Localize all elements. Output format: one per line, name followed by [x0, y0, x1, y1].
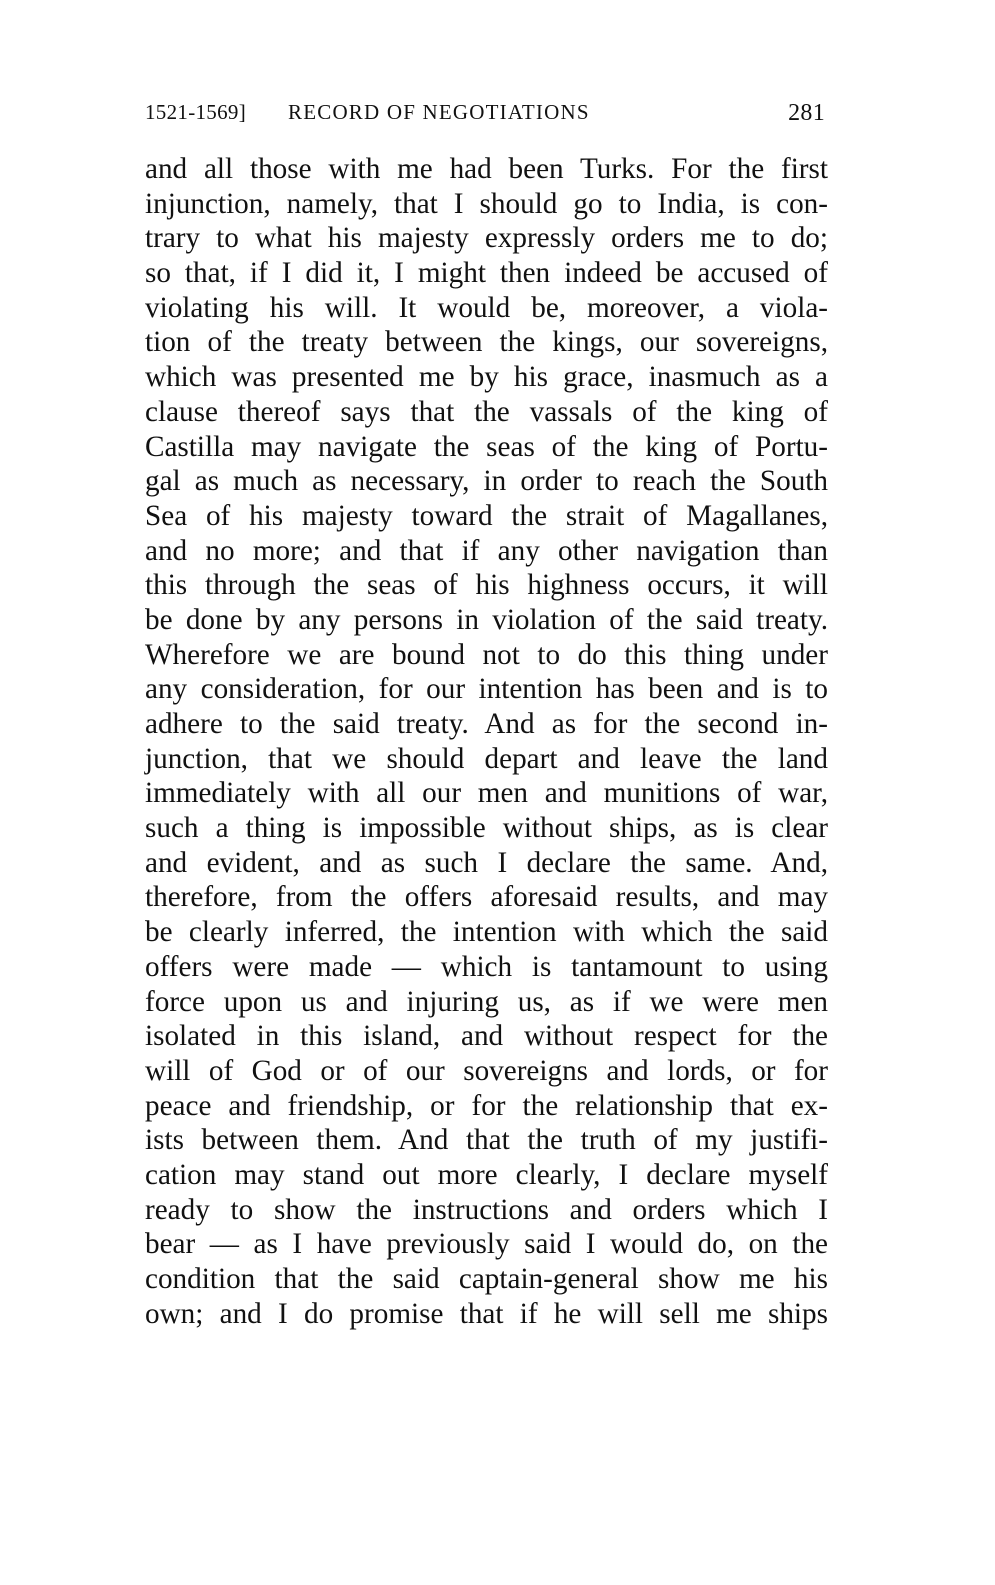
text-line: be clearly inferred, the intention with which the said: [145, 916, 828, 949]
text-line: any consideration, for our intention has been and is to: [145, 673, 828, 706]
text-line: cation may stand out more clearly, I declare myself: [145, 1158, 828, 1191]
text-line: and all those with me had been Turks. For the first: [145, 153, 828, 185]
text-line: Sea of his majesty toward the strait of Magallanes,: [145, 499, 828, 532]
running-head: [145, 100, 825, 132]
text-line: and evident, and as such I declare the same. And,: [145, 846, 828, 879]
chapter-title: RECORD OF NEGOTIATIONS: [288, 100, 590, 124]
text-line: therefore, from the offers aforesaid results, and may: [145, 881, 828, 914]
date-range: 1521-1569]: [145, 100, 246, 124]
text-line: ready to show the instructions and orders which I: [145, 1193, 828, 1226]
text-line: and no more; and that if any other navigation than: [145, 534, 828, 567]
text-line: own; and I do promise that if he will sell me ships: [145, 1297, 828, 1330]
text-line: this through the seas of his highness occurs, it will: [145, 569, 828, 602]
text-line: offers were made — which is tantamount to using: [145, 950, 828, 983]
text-line: injunction, namely, that I should go to India, is con-: [145, 187, 828, 220]
text-line: junction, that we should depart and leave the land: [145, 742, 828, 775]
text-line: will of God or of our sovereigns and lords, or for: [145, 1054, 828, 1087]
text-line: ists between them. And that the truth of my justifi-: [145, 1124, 828, 1157]
page-number: 281: [788, 100, 825, 126]
text-line: Wherefore we are bound not to do this thing under: [145, 638, 828, 671]
text-line: adhere to the said treaty. And as for the second in-: [145, 708, 828, 740]
text-line: which was presented me by his grace, inasmuch as a: [145, 361, 828, 394]
text-line: condition that the said captain-general show me his: [145, 1263, 828, 1295]
text-line: Castilla may navigate the seas of the king of Portu-: [145, 430, 828, 463]
body-text: [145, 152, 828, 1331]
text-line: gal as much as necessary, in order to reach the South: [145, 465, 828, 498]
text-line: peace and friendship, or for the relationship that ex-: [145, 1089, 828, 1122]
text-line: immediately with all our men and munitions of war,: [145, 777, 828, 810]
text-line: tion of the treaty between the kings, our sovereigns,: [145, 326, 828, 359]
text-line: force upon us and injuring us, as if we were men: [145, 985, 828, 1018]
text-line: be done by any persons in violation of the said treaty.: [145, 603, 828, 636]
text-line: isolated in this island, and without respect for the: [145, 1020, 828, 1053]
text-line: so that, if I did it, I might then indeed be accused of: [145, 257, 828, 290]
text-line: violating his will. It would be, moreover, a viola-: [145, 291, 828, 324]
text-line: trary to what his majesty expressly orders me to do;: [145, 222, 828, 255]
text-line: such a thing is impossible without ships, as is clear: [145, 812, 828, 845]
text-line: clause thereof says that the vassals of the king of: [145, 395, 828, 428]
text-line: bear — as I have previously said I would do, on the: [145, 1228, 828, 1261]
